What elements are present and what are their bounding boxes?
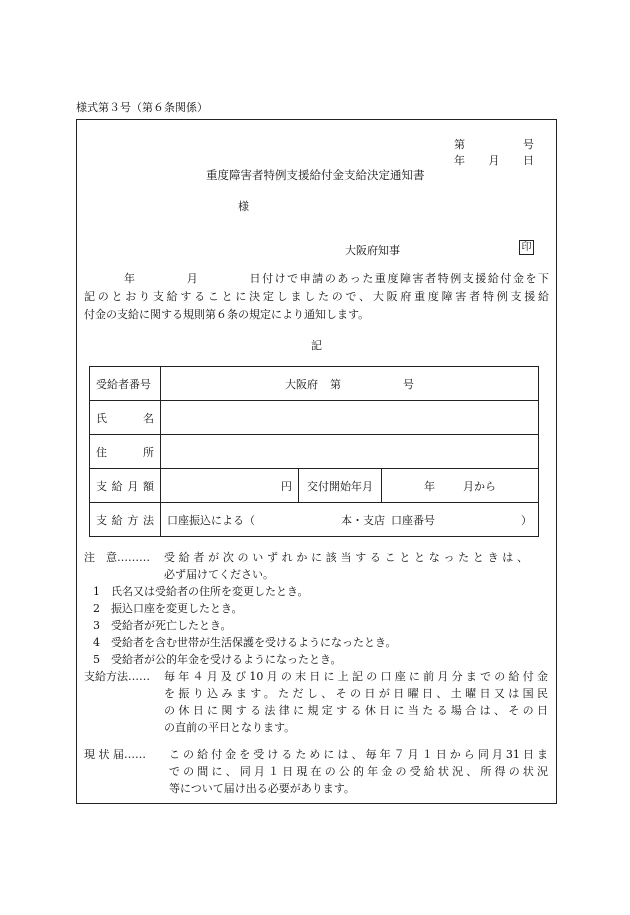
payment-method-text: 毎年４月及び10月の末日に上記の口座に前月分までの給付金 を振り込みます。ただし、その日が日曜日、土曜日又は国民 の休日に関する法律に規定する休日に当たる場合は、その日 の直前の平日となります。	[164, 670, 548, 734]
address-value[interactable]	[161, 435, 539, 469]
document-date-line	[454, 152, 534, 168]
table-row	[90, 503, 539, 537]
table-row	[90, 367, 539, 401]
ki-heading: 記	[311, 339, 322, 352]
monthly-amount-label: 支 給 月 額	[90, 469, 161, 503]
number-suffix: 号	[523, 138, 534, 151]
payment-method-value[interactable]: 口座振込による（ 本・支店 口座番号 ）	[161, 503, 539, 537]
status-report-heading: 現 状 届……	[84, 748, 146, 761]
date-month: 月	[488, 154, 500, 167]
recipient-number-label: 受給者番号	[90, 367, 161, 401]
caution-text	[164, 549, 528, 583]
addressee-suffix: 様	[238, 200, 249, 213]
recipient-number-value: 大阪府 第 号	[161, 367, 539, 401]
address-label: 住 所	[90, 435, 161, 469]
payment-method-heading: 支給方法……	[84, 670, 150, 683]
table-row	[90, 469, 539, 503]
list-item: 1 氏名又は受給者の住所を変更したとき。	[93, 585, 309, 598]
document-number-line	[454, 136, 534, 152]
notice-line-3: 付金の支給に関する規則第６条の規定により通知します。	[84, 308, 370, 321]
list-item: 4 受給者を含む世帯が生活保護を受けるようになったとき。	[93, 636, 397, 649]
notice-paragraph	[84, 270, 549, 324]
caution-line: 必ず届けてください。	[164, 568, 274, 581]
name-value[interactable]	[161, 401, 539, 435]
start-month-value[interactable]: 年 月から	[382, 469, 539, 503]
number-prefix: 第	[454, 138, 465, 151]
notice-line-1: 年 月 日付けで申請のあった重度障害者特例支援給付金を下	[124, 272, 550, 285]
table-row	[90, 401, 539, 435]
form-number-label: 様式第３号（第６条関係）	[76, 101, 208, 114]
table-row	[90, 435, 539, 469]
list-item: 5 受給者が公的年金を受けるようになったとき。	[93, 653, 342, 666]
issuer-name: 大阪府知事	[345, 244, 400, 257]
name-label: 氏 名	[90, 401, 161, 435]
date-day: 日	[523, 154, 534, 167]
notice-line-2: 記のとおり支給することに決定しましたので、大阪府重度障害者特例支援給	[84, 290, 549, 303]
document-title: 重度障害者特例支援給付金支給決定通知書	[206, 168, 425, 182]
monthly-amount-value[interactable]: 円	[161, 469, 299, 503]
date-year: 年	[454, 154, 465, 167]
grant-details-table	[89, 366, 539, 537]
caution-line: 受給者が次のいずれかに該当することとなったときは、	[164, 551, 528, 564]
caution-heading: 注 意………	[84, 551, 150, 564]
payment-method-label: 支 給 方 法	[90, 503, 161, 537]
seal-stamp-box: 印	[519, 240, 534, 255]
list-item: 3 受給者が死亡したとき。	[93, 619, 232, 632]
start-month-label: 交付開始年月	[299, 469, 382, 503]
status-report-text: この給付金を受けるためには、毎年７月１日から同月31日ま での間に、同月１日現在の公的年金の受給状況、所得の状況 等について届け出る必要があります。	[169, 748, 548, 795]
list-item: 2 振込口座を変更したとき。	[93, 602, 243, 615]
